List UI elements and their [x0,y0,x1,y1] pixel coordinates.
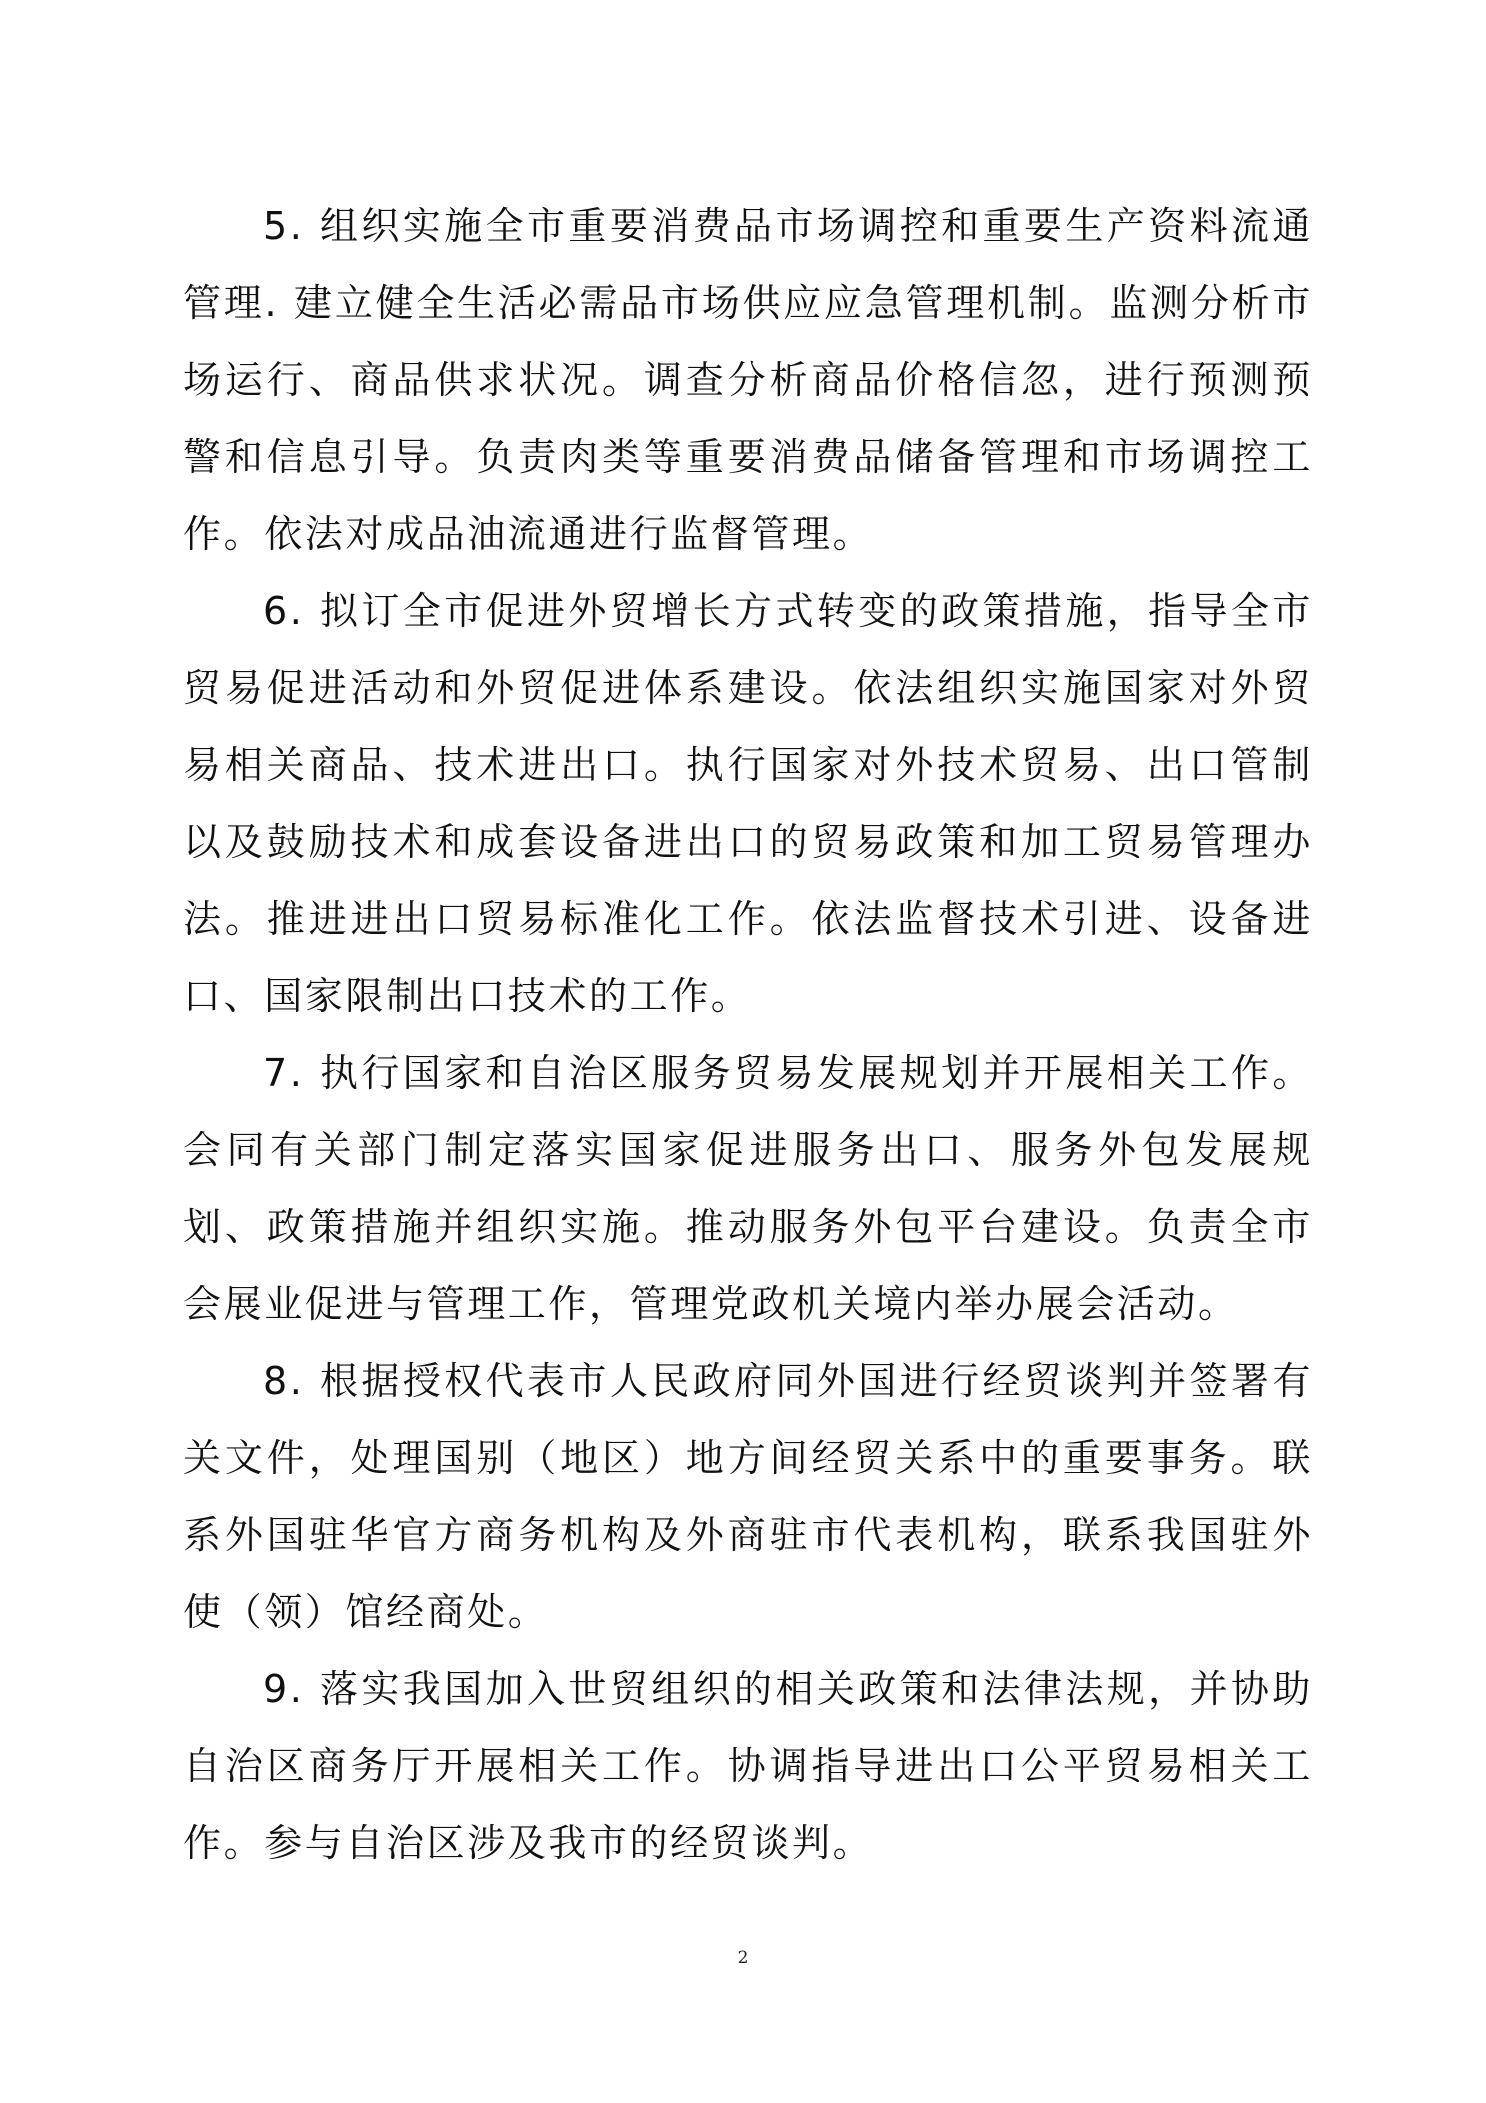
paragraph-item-6: 6. 拟订全市促进外贸增长方式转变的政策措施，指导全市贸易促进活动和外贸促进体系建设。依法组织实施国家对外贸易相关商品、技术进出口。执行国家对外技术贸易、出口管制以及鼓励技术和成套设备进出口的贸易政策和加工贸易管理办法。推进进出口贸易标准化工作。依法监督技术引进、设备进口、国家限制出口技术的工作。 [183,589,1313,1018]
document-body [183,188,1313,1882]
paragraph-item-9: 9. 落实我国加入世贸组织的相关政策和法律法规，并协助自治区商务厅开展相关工作。协调指导进出口公平贸易相关工作。参与自治区涉及我市的经贸谈判。 [183,1667,1313,1865]
paragraph-item-5: 5. 组织实施全市重要消费品市场调控和重要生产资料流通管理. 建立健全生活必需品市场供应应急管理机制。监测分析市场运行、商品供求状况。调查分析商品价格信忽，进行预测预警和信息引导。负责肉类等重要消费品储备管理和市场调控工作。依法对成品油流通进行监督管理。 [183,204,1313,556]
paragraph-item-8: 8. 根据授权代表市人民政府同外国进行经贸谈判并签署有关文件，处理国别（地区）地方间经贸关系中的重要事务。联系外国驻华官方商务机构及外商驻市代表机构，联系我国驻外使（领）馆经商处。 [183,1359,1313,1634]
page-number: 2 [737,1948,749,1968]
paragraph-item-7: 7. 执行国家和自治区服务贸易发展规划并开展相关工作。会同有关部门制定落实国家促进服务出口、服务外包发展规划、政策措施并组织实施。推动服务外包平台建设。负责全市会展业促进与管理工作，管理党政机关境内举办展会活动。 [183,1051,1313,1326]
